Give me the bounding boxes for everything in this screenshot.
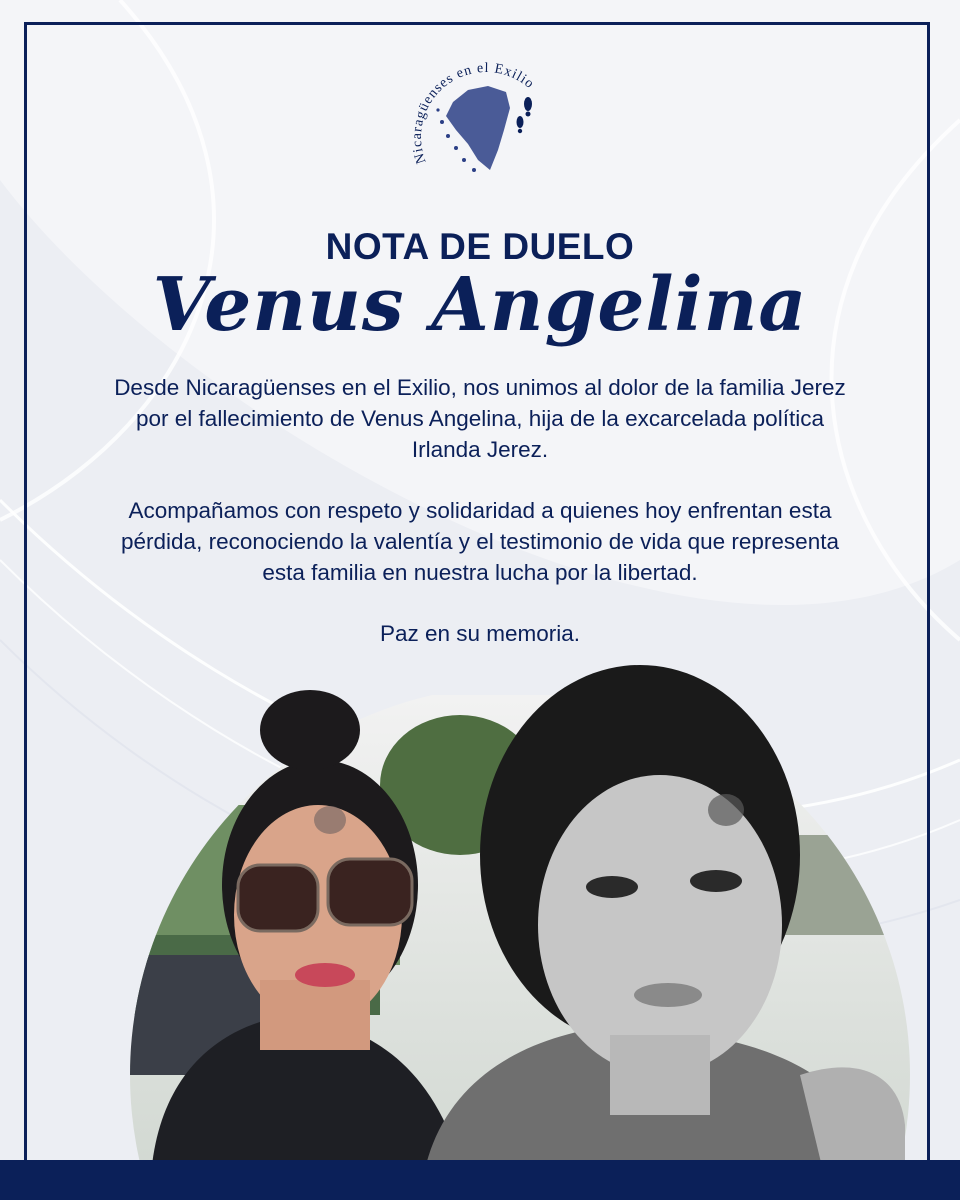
footprints-icon (517, 97, 533, 133)
memorial-photo (0, 655, 960, 1200)
message-paragraph: Acompañamos con respeto y solidaridad a quienes hoy enfrentan esta pérdida, reconociendo la valentía y el testimonio de vida que representa esta familia en nuestra lucha por la libertad. (121, 498, 839, 585)
message-paragraph: Paz en su memoria. (379, 621, 581, 646)
logo-arc-text: Nicaragüenses en el Exilio (409, 60, 537, 166)
footer-bar (0, 1160, 960, 1200)
nicaragua-map-icon (436, 86, 510, 172)
condolence-message (100, 372, 860, 679)
message-paragraph: Desde Nicaragüenses en el Exilio, nos unimos al dolor de la familia Jerez por el fallecimiento de Venus Angelina, hija de la excarcelada política Irlanda Jerez. (114, 375, 846, 462)
page-title: NOTA DE DUELO (325, 226, 635, 267)
deceased-name: Venus Angelina (152, 262, 808, 348)
organization-logo (398, 52, 558, 192)
